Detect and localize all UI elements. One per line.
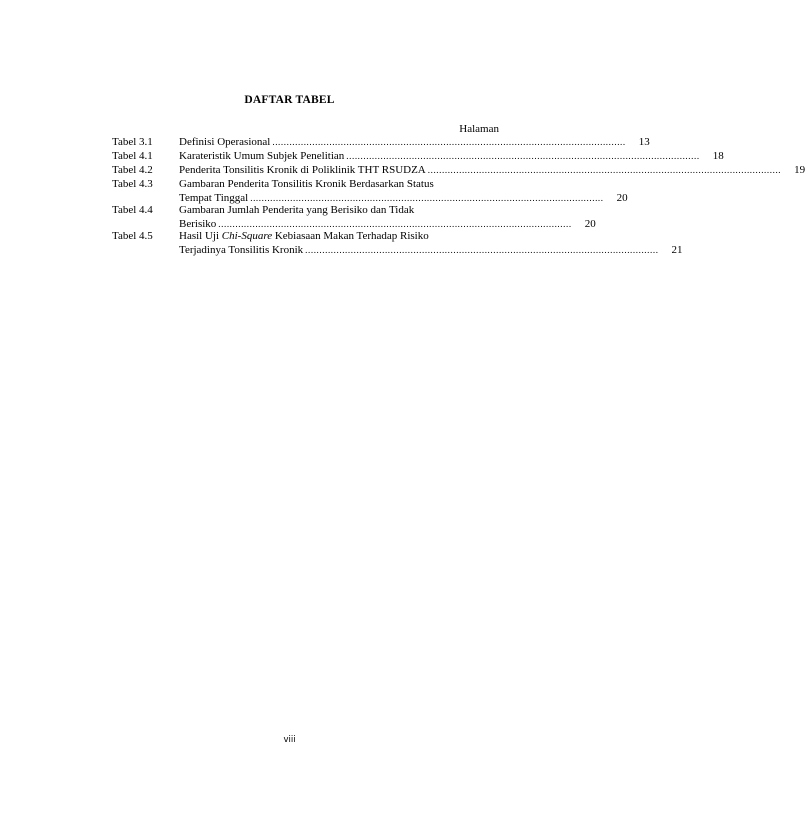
- leader-dots: ............................................................................................................................: [346, 151, 700, 161]
- table-number: Tabel 4.3: [112, 178, 153, 190]
- page-number: 19: [794, 164, 805, 176]
- toc-entry: [112, 136, 650, 150]
- table-caption: Penderita Tonsilitis Kronik di Poliklinik THT RSUDZA: [179, 164, 426, 176]
- toc-entry: [112, 164, 805, 178]
- table-number: Tabel 4.4: [112, 204, 153, 216]
- table-number: Tabel 3.1: [112, 136, 153, 148]
- page-number: 20: [584, 217, 596, 230]
- table-caption-cont: Terjadinya Tonsilitis Kronik: [179, 243, 304, 256]
- italic-term: Chi-Square: [221, 230, 273, 242]
- page-number: 18: [712, 150, 724, 162]
- table-caption: Gambaran Jumlah Penderita yang Berisiko dan Tidak: [179, 204, 415, 216]
- table-number: Tabel 4.1: [112, 150, 153, 162]
- leader-dots: ............................................................................................................................: [427, 165, 782, 175]
- table-caption-cont: Tempat Tinggal: [179, 191, 249, 204]
- page-number: 21: [671, 243, 683, 256]
- table-caption: Gambaran Penderita Tonsilitis Kronik Berdasarkan Status: [179, 178, 434, 190]
- toc-entry: [112, 178, 628, 205]
- table-caption: Karateristik Umum Subjek Penelitian: [179, 150, 345, 162]
- page-column-header: Halaman: [459, 123, 499, 135]
- table-caption: Hasil Uji Chi-Square Kebiasaan Makan Terhadap Risiko: [179, 230, 429, 242]
- toc-entry: [112, 204, 596, 231]
- leader-dots: ............................................................................................................................: [250, 192, 604, 203]
- table-caption-cont: Berisiko: [179, 217, 217, 230]
- page-number: 13: [638, 136, 650, 148]
- leader-dots: ............................................................................................................................: [305, 244, 659, 255]
- leader-dots: ............................................................................................................................: [272, 137, 626, 147]
- page-number: 20: [616, 191, 628, 204]
- toc-entry: [112, 230, 683, 257]
- table-number: Tabel 4.2: [112, 164, 153, 176]
- page-title: DAFTAR TABEL: [244, 94, 335, 106]
- footer-page-number: viii: [283, 735, 296, 745]
- table-caption: Definisi Operasional: [179, 136, 271, 148]
- table-number: Tabel 4.5: [112, 230, 153, 242]
- leader-dots: ............................................................................................................................: [218, 218, 572, 229]
- toc-entry: [112, 150, 724, 164]
